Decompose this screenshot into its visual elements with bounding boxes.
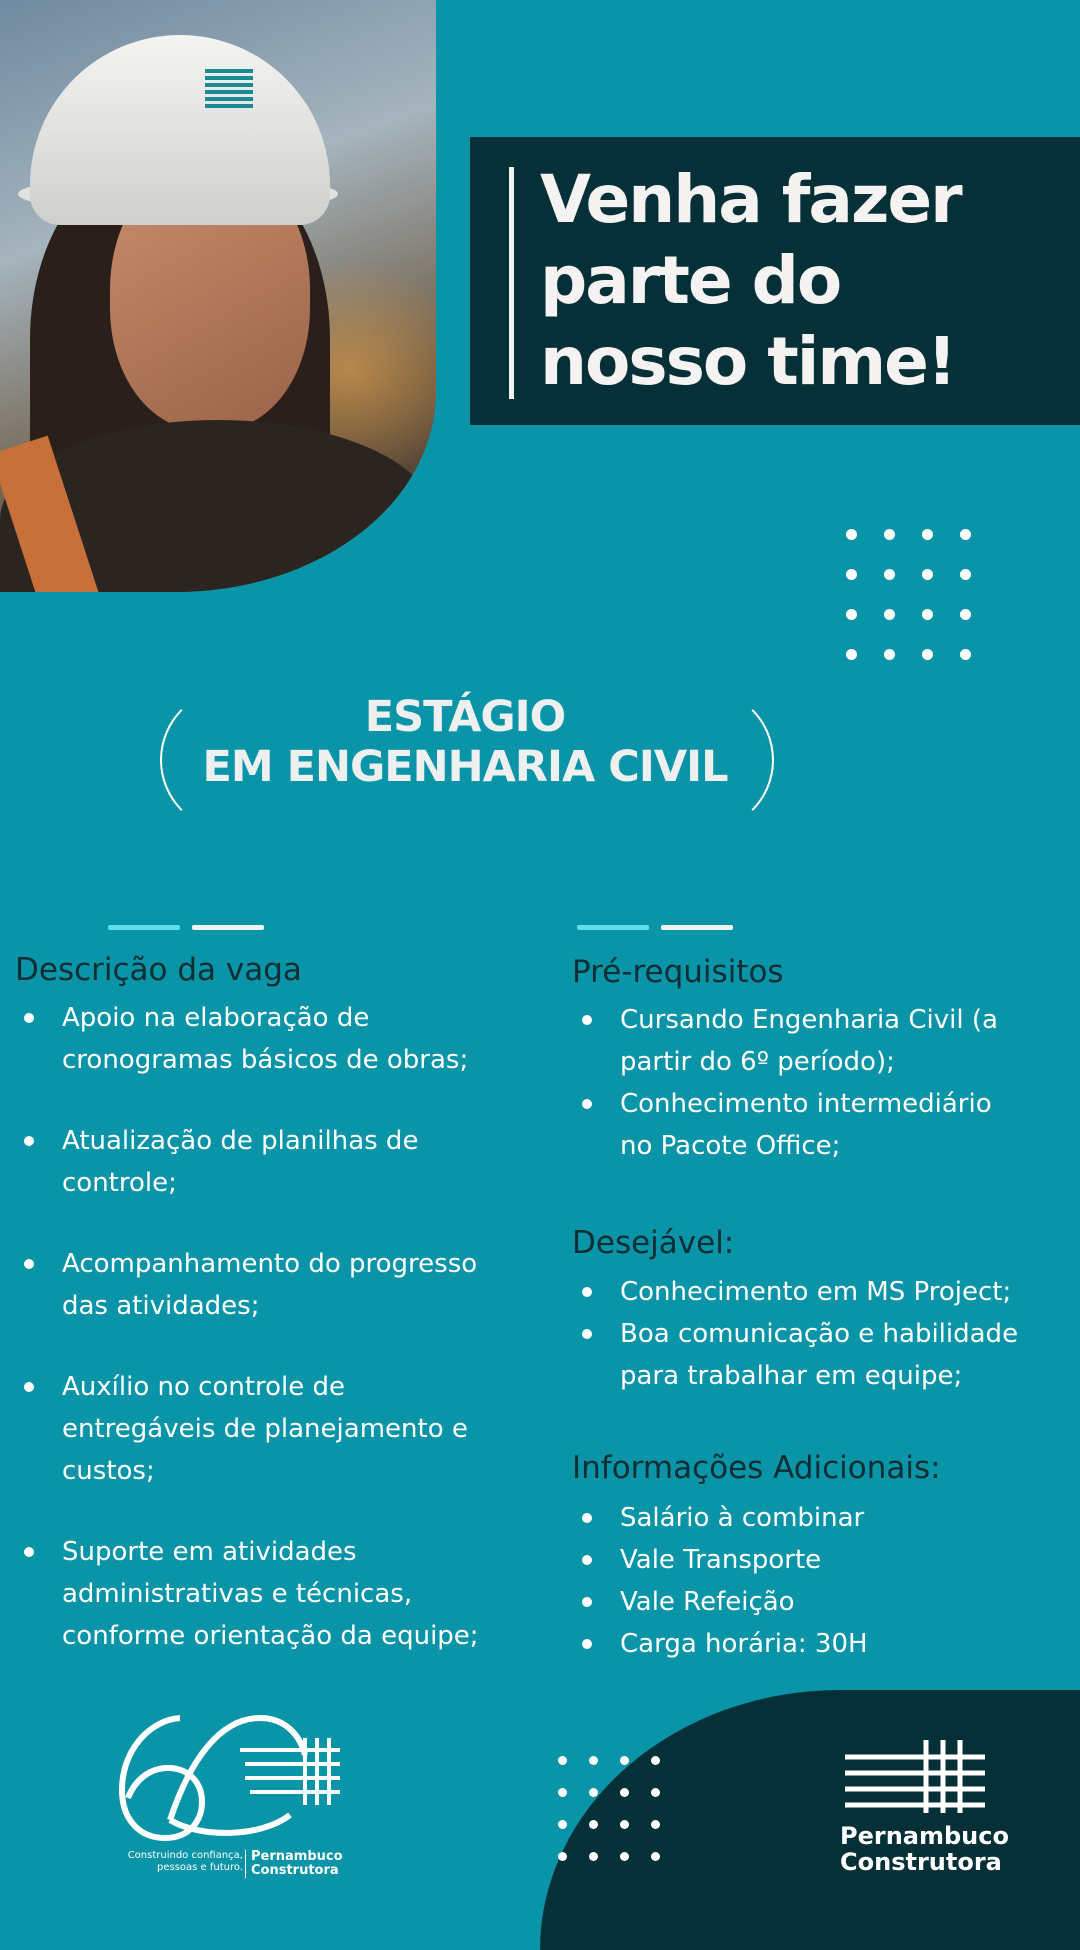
list-item-line: Vale Transporte: [620, 1545, 822, 1575]
list-item-line: Auxílio no controle de: [62, 1372, 346, 1402]
list-item-line: custos;: [62, 1456, 155, 1486]
list-item: [574, 1083, 998, 1167]
company-name: [840, 1823, 1009, 1875]
headline-panel: [470, 137, 1080, 425]
list-item-line: Conhecimento intermediário: [620, 1089, 992, 1119]
desirable-heading: Desejável:: [572, 1225, 735, 1261]
list-item: [16, 997, 479, 1081]
list-item: [574, 1539, 868, 1581]
helmet-logo-icon: [205, 68, 253, 108]
dot-grid-decoration-bottom: [558, 1756, 660, 1861]
anniversary-brand-line: Construtora: [251, 1863, 339, 1878]
description-list: [16, 997, 479, 1696]
position-title: [140, 688, 790, 828]
list-item-line: Salário à combinar: [620, 1503, 865, 1533]
additional-heading: Informações Adicionais:: [572, 1450, 941, 1486]
list-item: [16, 1120, 479, 1204]
headline-line-2: parte do: [540, 242, 841, 319]
company-name-line: Pernambuco: [840, 1822, 1009, 1850]
list-item-line: Suporte em atividades: [62, 1537, 357, 1567]
list-item-line: partir do 6º período);: [620, 1047, 895, 1077]
company-grid-icon: [840, 1735, 990, 1815]
list-item-line: Acompanhamento do progresso: [62, 1249, 478, 1279]
worker-photo: [0, 0, 436, 592]
list-item-line: Apoio na elaboração de: [62, 1003, 370, 1033]
list-item: [16, 1531, 479, 1657]
list-item-line: Carga horária: 30H: [620, 1629, 868, 1659]
list-item-line: para trabalhar em equipe;: [620, 1361, 963, 1391]
list-item: [574, 1623, 868, 1665]
anniversary-tagline: [118, 1850, 243, 1874]
list-item-line: Vale Refeição: [620, 1587, 795, 1617]
list-item-line: administrativas e técnicas,: [62, 1579, 413, 1609]
list-item: [574, 1271, 1018, 1313]
position-title-line-1: ESTÁGIO: [364, 692, 566, 742]
prerequisites-heading: Pré-requisitos: [572, 954, 784, 990]
headline-divider: [509, 167, 514, 399]
dot-grid-decoration: [846, 529, 971, 660]
list-item-line: Boa comunicação e habilidade: [620, 1319, 1019, 1349]
list-item-line: no Pacote Office;: [620, 1131, 841, 1161]
accent-bar-white-right: [661, 925, 733, 930]
anniversary-logo: [110, 1710, 350, 1890]
list-item-line: controle;: [62, 1168, 177, 1198]
anniversary-brand-line: Pernambuco: [251, 1849, 343, 1864]
list-item: [16, 1243, 479, 1327]
accent-bar-white-left: [192, 925, 264, 930]
headline-line-3: nosso time!: [540, 323, 956, 400]
list-item: [16, 1366, 479, 1492]
list-item: [574, 999, 998, 1083]
anniversary-60-icon: [110, 1710, 350, 1845]
list-item-line: das atividades;: [62, 1291, 260, 1321]
list-item-line: Cursando Engenharia Civil (a: [620, 1005, 998, 1035]
tagline-line: pessoas e futuro.: [156, 1862, 243, 1873]
accent-bar-cyan-left: [108, 925, 180, 930]
list-item: [574, 1313, 1018, 1397]
list-item: [574, 1581, 868, 1623]
additional-list: [574, 1497, 868, 1665]
position-title-line-2: EM ENGENHARIA CIVIL: [202, 742, 728, 792]
company-logo: [840, 1735, 1010, 1885]
list-item-line: cronogramas básicos de obras;: [62, 1045, 469, 1075]
prerequisites-list: [574, 999, 998, 1167]
list-item: [574, 1497, 868, 1539]
description-heading: Descrição da vaga: [15, 952, 302, 988]
desirable-list: [574, 1271, 1018, 1397]
list-item-line: Atualização de planilhas de: [62, 1126, 419, 1156]
headline-line-1: Venha fazer: [540, 161, 961, 238]
company-name-line: Construtora: [840, 1848, 1002, 1876]
list-item-line: Conhecimento em MS Project;: [620, 1277, 1012, 1307]
list-item-line: conforme orientação da equipe;: [62, 1621, 479, 1651]
tagline-line: Construindo confiança,: [127, 1850, 243, 1861]
anniversary-brand: [245, 1850, 343, 1878]
accent-bar-cyan-right: [577, 925, 649, 930]
list-item-line: entregáveis de planejamento e: [62, 1414, 468, 1444]
